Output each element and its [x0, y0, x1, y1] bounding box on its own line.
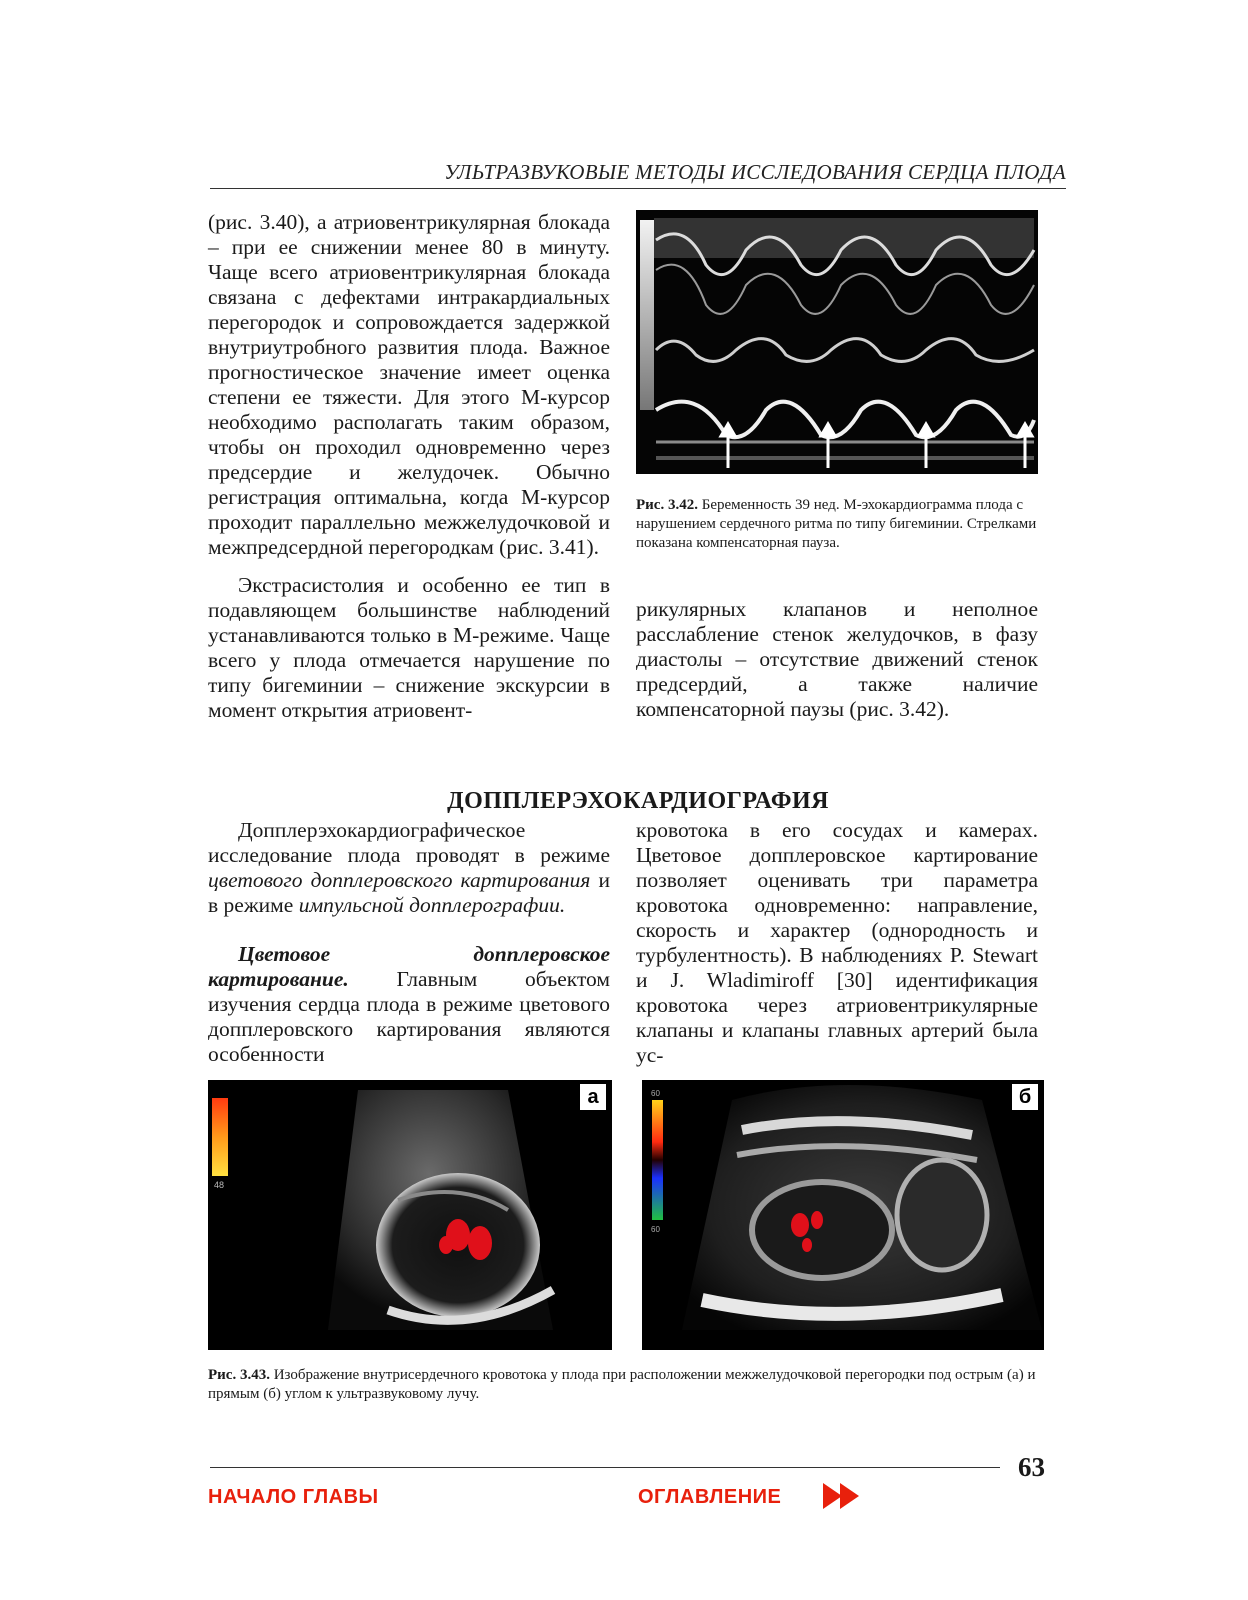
panel-label-a: а	[580, 1084, 606, 1110]
footer-rule	[210, 1467, 1000, 1468]
figure-3-43-caption	[208, 1366, 1044, 1404]
running-head: УЛЬТРАЗВУКОВЫЕ МЕТОДЫ ИССЛЕДОВАНИЯ СЕРДЦА ПЛОДА	[444, 160, 1066, 184]
paragraph-bigeminy-continued: рикулярных клапанов и неполное расслабление стенок желудочков, в фазу диастолы – отсутствие движений стенок предсердий, а также наличие компенсаторной паузы (рис. 3.42).	[636, 597, 1038, 721]
term-pulsed-doppler: импульсной допплерографии.	[298, 893, 566, 917]
ultrasound-image-b	[642, 1080, 1044, 1350]
ultrasound-scan-a	[208, 1080, 612, 1350]
next-page-arrows-icon[interactable]	[823, 1483, 861, 1509]
page-number: 63	[1018, 1452, 1045, 1482]
figure-3-43-label: Рис. 3.43.	[208, 1367, 270, 1383]
color-scale-b	[652, 1100, 663, 1220]
color-scale-a-value: 48	[214, 1180, 225, 1190]
panel-label-b: б	[1012, 1084, 1038, 1110]
doppler-intro-text: Допплерэхокардиографическое исследование плода проводят в режиме	[208, 818, 610, 867]
subheading-color-doppler: Цветовое допплеровское картирование.	[208, 942, 610, 991]
figure-3-42-label: Рис. 3.42.	[636, 497, 698, 513]
figure-3-43-text: Изображение внутрисердечного кровотока у плода при расположении межжелудочковой перегородки под острым (а) и прямым (б) углом к ультразвуковому лучу.	[208, 1367, 1036, 1402]
paragraph-av-block: (рис. 3.40), а атриовентрикулярная блокада – при ее снижении менее 80 в минуту. Чаще всего атриовентрикулярная блокада связана с дефектами интракардиальных перегородок и сопровождается задержкой внутриутробного развития плода. Важное прогностическое значение имеет оценка степени ее тяжести. Для этого М-курсор необходимо располагать таким образом, чтобы он проходил одновременно через предсердие и желудочек. Обычно регистрация оптимальна, когда М-курсор проходит параллельно межжелудочковой и межпредсердной перегородкам (рис. 3.41).	[208, 210, 610, 559]
paragraph-extrasystole	[208, 573, 610, 723]
paragraph-extrasystole-text: Экстрасистолия и особенно ее тип в подавляющем большинстве наблюдений устанавливаются только в М-режиме. Чаще всего у плода отмечается нарушение по типу бигеминии – снижение экскурсии в момент открытия атриовент-	[208, 573, 610, 722]
m-mode-trace	[636, 210, 1038, 474]
color-scale-a	[212, 1098, 228, 1176]
figure-3-42-caption	[636, 496, 1038, 553]
color-doppler-text: Главным объектом изучения сердца плода в режиме цветового допплеровского картирования являются особенности	[208, 967, 610, 1066]
table-of-contents-link[interactable]: ОГЛАВЛЕНИЕ	[638, 1486, 782, 1508]
paragraph-blood-flow: кровотока в его сосудах и камерах. Цветовое допплеровское картирование позволяет оценивать три параметра кровотока одновременно: направление, скорость и характер (однородность и турбулентность). В наблюдениях P. Stewart и J. Wladimiroff [30] идентификация кровотока через атриовентрикулярные клапаны и клапаны главных артерий была ус-	[636, 818, 1038, 1067]
term-color-doppler: цветового допплеровского картирования	[208, 868, 591, 892]
section-title: ДОППЛЕРЭХОКАРДИОГРАФИЯ	[447, 788, 829, 814]
color-scale-b-top: 60	[651, 1089, 660, 1098]
color-scale-b-bottom: 60	[651, 1225, 660, 1234]
paragraph-color-doppler	[208, 942, 610, 1067]
figure-3-42-text: Беременность 39 нед. М-эхокардиограмма плода с нарушением сердечного ритма по типу бигеминии. Стрелками показана компенсаторная пауза.	[636, 497, 1037, 551]
paragraph-doppler-intro	[208, 818, 610, 918]
grayscale-bar	[640, 220, 654, 410]
ultrasound-scan-b	[642, 1080, 1044, 1350]
ultrasound-image-a	[208, 1080, 612, 1350]
chapter-start-link[interactable]: НАЧАЛО ГЛАВЫ	[208, 1486, 379, 1508]
doppler-intro-text-2: и в режиме	[208, 868, 611, 917]
header-rule	[210, 188, 1066, 189]
m-mode-echocardiogram-image	[636, 210, 1038, 474]
